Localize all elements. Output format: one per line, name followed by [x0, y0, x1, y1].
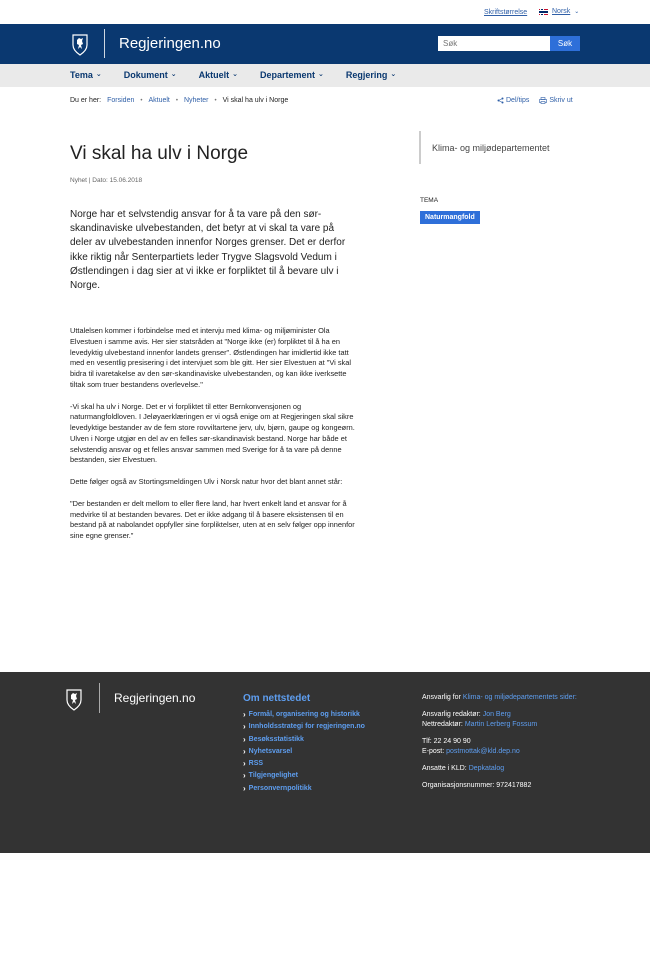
article-lead: Norge har et selvstendig ansvar for å ta vare på den sør-skandinaviske ulvebestanden, det betyr at vi skal ta vare på deler av ulvebestanden innenfor Norges grenser. Det er derfor ikke riktig når Senterpartiets leder Trygve Slagsvold Vedum i Østlendingen i dag sier at vi ikke er forpliktet til å bevare ulv i Norge. — [70, 209, 346, 292]
site-name[interactable]: Regjeringen.no — [119, 35, 221, 52]
footer-link-label: Tilgjengelighet — [248, 772, 298, 780]
nav-item-label: Aktuelt — [198, 70, 230, 80]
nav-item-departement[interactable] — [260, 70, 324, 80]
chevron-down-icon: ⌄ — [574, 9, 580, 15]
nav-item-dokument[interactable] — [124, 70, 177, 80]
page-title: Vi skal ha ulv i Norge — [70, 143, 249, 164]
footer-site-name[interactable]: Regjeringen.no — [114, 691, 196, 705]
footer-links — [243, 710, 365, 796]
breadcrumb-link-aktuelt[interactable]: Aktuelt — [148, 97, 170, 104]
footer-link-label: Innholdsstrategi for regjeringen.no — [248, 723, 365, 731]
chevron-right-icon: › — [243, 759, 246, 769]
chevron-right-icon: › — [243, 746, 246, 756]
org-number: Organisasjonsnummer: 972417882 — [422, 782, 532, 789]
header-divider — [104, 29, 105, 58]
site-footer — [0, 672, 650, 853]
staff-label: Ansatte i KLD: — [422, 765, 467, 772]
article-paragraph: Dette følger også av Stortingsmeldingen Ulv i Norsk natur hvor det blant annet står: — [70, 477, 343, 486]
footer-divider — [99, 683, 100, 713]
nav-item-label: Dokument — [123, 70, 168, 80]
article-body — [70, 326, 360, 553]
chevron-right-icon: › — [243, 710, 246, 719]
phone-number: Tlf: 22 24 90 90 — [422, 738, 471, 745]
chevron-down-icon: ⌄ — [95, 71, 102, 78]
chevron-down-icon: ⌄ — [318, 71, 324, 78]
search-button[interactable]: Søk — [550, 36, 580, 51]
chevron-right-icon: › — [243, 783, 246, 793]
print-label: Skriv ut — [549, 97, 573, 104]
share-button[interactable] — [497, 97, 529, 104]
footer-link[interactable] — [243, 747, 365, 756]
language-label: Norsk — [552, 8, 571, 15]
footer-contact — [422, 693, 587, 791]
breadcrumb-separator: • — [175, 97, 178, 104]
department-link[interactable] — [419, 131, 584, 164]
language-selector[interactable] — [539, 8, 579, 15]
footer-about-title: Om nettstedet — [243, 693, 311, 704]
chevron-right-icon: › — [243, 722, 246, 732]
breadcrumb-current: Vi skal ha ulv i Norge — [222, 97, 289, 104]
staff-link[interactable]: Depkatalog — [468, 765, 505, 772]
utility-bar — [0, 0, 650, 24]
footer-link-label: Besøksstatistikk — [248, 735, 304, 743]
responsible-prefix: Ansvarlig for — [422, 694, 461, 701]
breadcrumb — [70, 97, 288, 104]
article-paragraph: Uttalelsen kommer i forbindelse med et intervju med klima- og miljøminister Ola Elvestuen i samme avis. Her sier statsråden at "Norge ikke (er) forpliktet til å ha en levedyktig ulvebestand innenfor landets grenser". Østlendingen har imidlertid ikke tatt med en vesentlig presisering i det intervjuet som ble gitt. Her sier Elvestuen at "Vi skal bidra til ivaretakelse av den sør-skandinaviske ulvebestanden, og kan ikke iverksette tiltak som truer bestandens overlevelse." — [70, 326, 351, 389]
web-editor-link[interactable]: Martin Lerberg Fossum — [464, 721, 538, 728]
article-paragraph: -Vi skal ha ulv i Norge. Det er vi forpliktet til etter Bernkonvensjonen og naturmangfoldloven. I Jeløyaerklæringen er vi også enige om at Regjeringen skal sikre levedyktige bestander av de fem store rovviltartene jerv, ulv, bjørn, gaupe og kongeørn. Ulven i Norge utgjør en del av en felles sør-skandinavisk bestand. Norge har både et selvstendig ansvar og et felles ansvar sammen med Sverige for å ta vare på denne bestanden, sier Elvestuen. — [70, 401, 355, 465]
nav-item-regjering[interactable] — [346, 70, 396, 80]
chevron-right-icon: › — [243, 734, 246, 744]
coat-of-arms-logo[interactable] — [70, 32, 90, 56]
article-meta: Nyhet | Dato: 15.06.2018 — [70, 177, 143, 184]
staff-block — [422, 764, 587, 774]
web-editor-label: Nettredaktør: — [422, 721, 463, 728]
email-label: E-post: — [422, 748, 445, 755]
footer-link[interactable] — [243, 735, 365, 744]
nav-item-tema[interactable] — [70, 70, 102, 80]
nav-item-label: Tema — [70, 70, 93, 80]
footer-link-label: Nyhetsvarsel — [248, 747, 293, 755]
responsible-link[interactable]: Klima- og miljødepartementets sider: — [462, 694, 577, 701]
breadcrumb-separator: • — [214, 97, 217, 104]
article-paragraph: "Der bestanden er delt mellom to eller flere land, har hvert enkelt land et ansvar for å medvirke til at bestanden bevares. Det er ikke adgang til å basere eksistensen til en bestand på at nabolandet oppfyller sine forpliktelser, uten at en selv følger opp innenfor sine egne grenser." — [70, 498, 355, 540]
share-icon — [497, 97, 504, 104]
print-button[interactable] — [539, 97, 572, 104]
font-size-link[interactable]: Skriftstørrelse — [484, 9, 528, 16]
footer-link[interactable] — [243, 771, 365, 780]
breadcrumb-link-forsiden[interactable]: Forsiden — [107, 97, 135, 104]
breadcrumb-separator: • — [140, 97, 143, 104]
chevron-down-icon: ⌄ — [390, 71, 397, 78]
tema-label: TEMA — [420, 197, 439, 204]
nav-item-aktuelt[interactable] — [199, 70, 238, 80]
main-nav — [0, 64, 650, 87]
share-label: Del/tips — [506, 97, 530, 104]
norway-flag-icon — [539, 9, 548, 15]
responsible-block — [422, 693, 587, 703]
chevron-right-icon: › — [243, 771, 246, 781]
site-header — [0, 24, 650, 64]
breadcrumb-prefix: Du er her: — [70, 97, 102, 104]
footer-link[interactable] — [243, 722, 365, 731]
editors-block — [422, 710, 587, 730]
search-input[interactable] — [438, 36, 550, 51]
nav-item-label: Departement — [260, 70, 316, 80]
chevron-down-icon: ⌄ — [232, 71, 238, 78]
print-icon — [539, 97, 547, 104]
footer-link-label: Formål, organisering og historikk — [248, 711, 360, 718]
footer-link-label: RSS — [248, 760, 264, 768]
editor-link[interactable]: Jon Berg — [482, 711, 511, 718]
nav-item-label: Regjering — [345, 70, 388, 80]
email-link[interactable]: postmottak@kld.dep.no — [446, 748, 520, 755]
department-label: Klima- og miljødepartementet — [432, 142, 550, 153]
footer-link[interactable] — [243, 784, 365, 793]
footer-link-label: Personvernpolitikk — [248, 784, 312, 792]
footer-link[interactable] — [243, 759, 365, 768]
tema-tag[interactable]: Naturmangfold — [420, 211, 480, 224]
breadcrumb-link-nyheter[interactable]: Nyheter — [183, 97, 209, 104]
footer-link[interactable] — [243, 710, 365, 719]
page-tools — [497, 97, 573, 104]
phone-email-block — [422, 737, 587, 757]
editor-label: Ansvarlig redaktør: — [422, 711, 481, 718]
chevron-down-icon: ⌄ — [170, 71, 177, 78]
coat-of-arms-logo[interactable] — [64, 687, 84, 711]
